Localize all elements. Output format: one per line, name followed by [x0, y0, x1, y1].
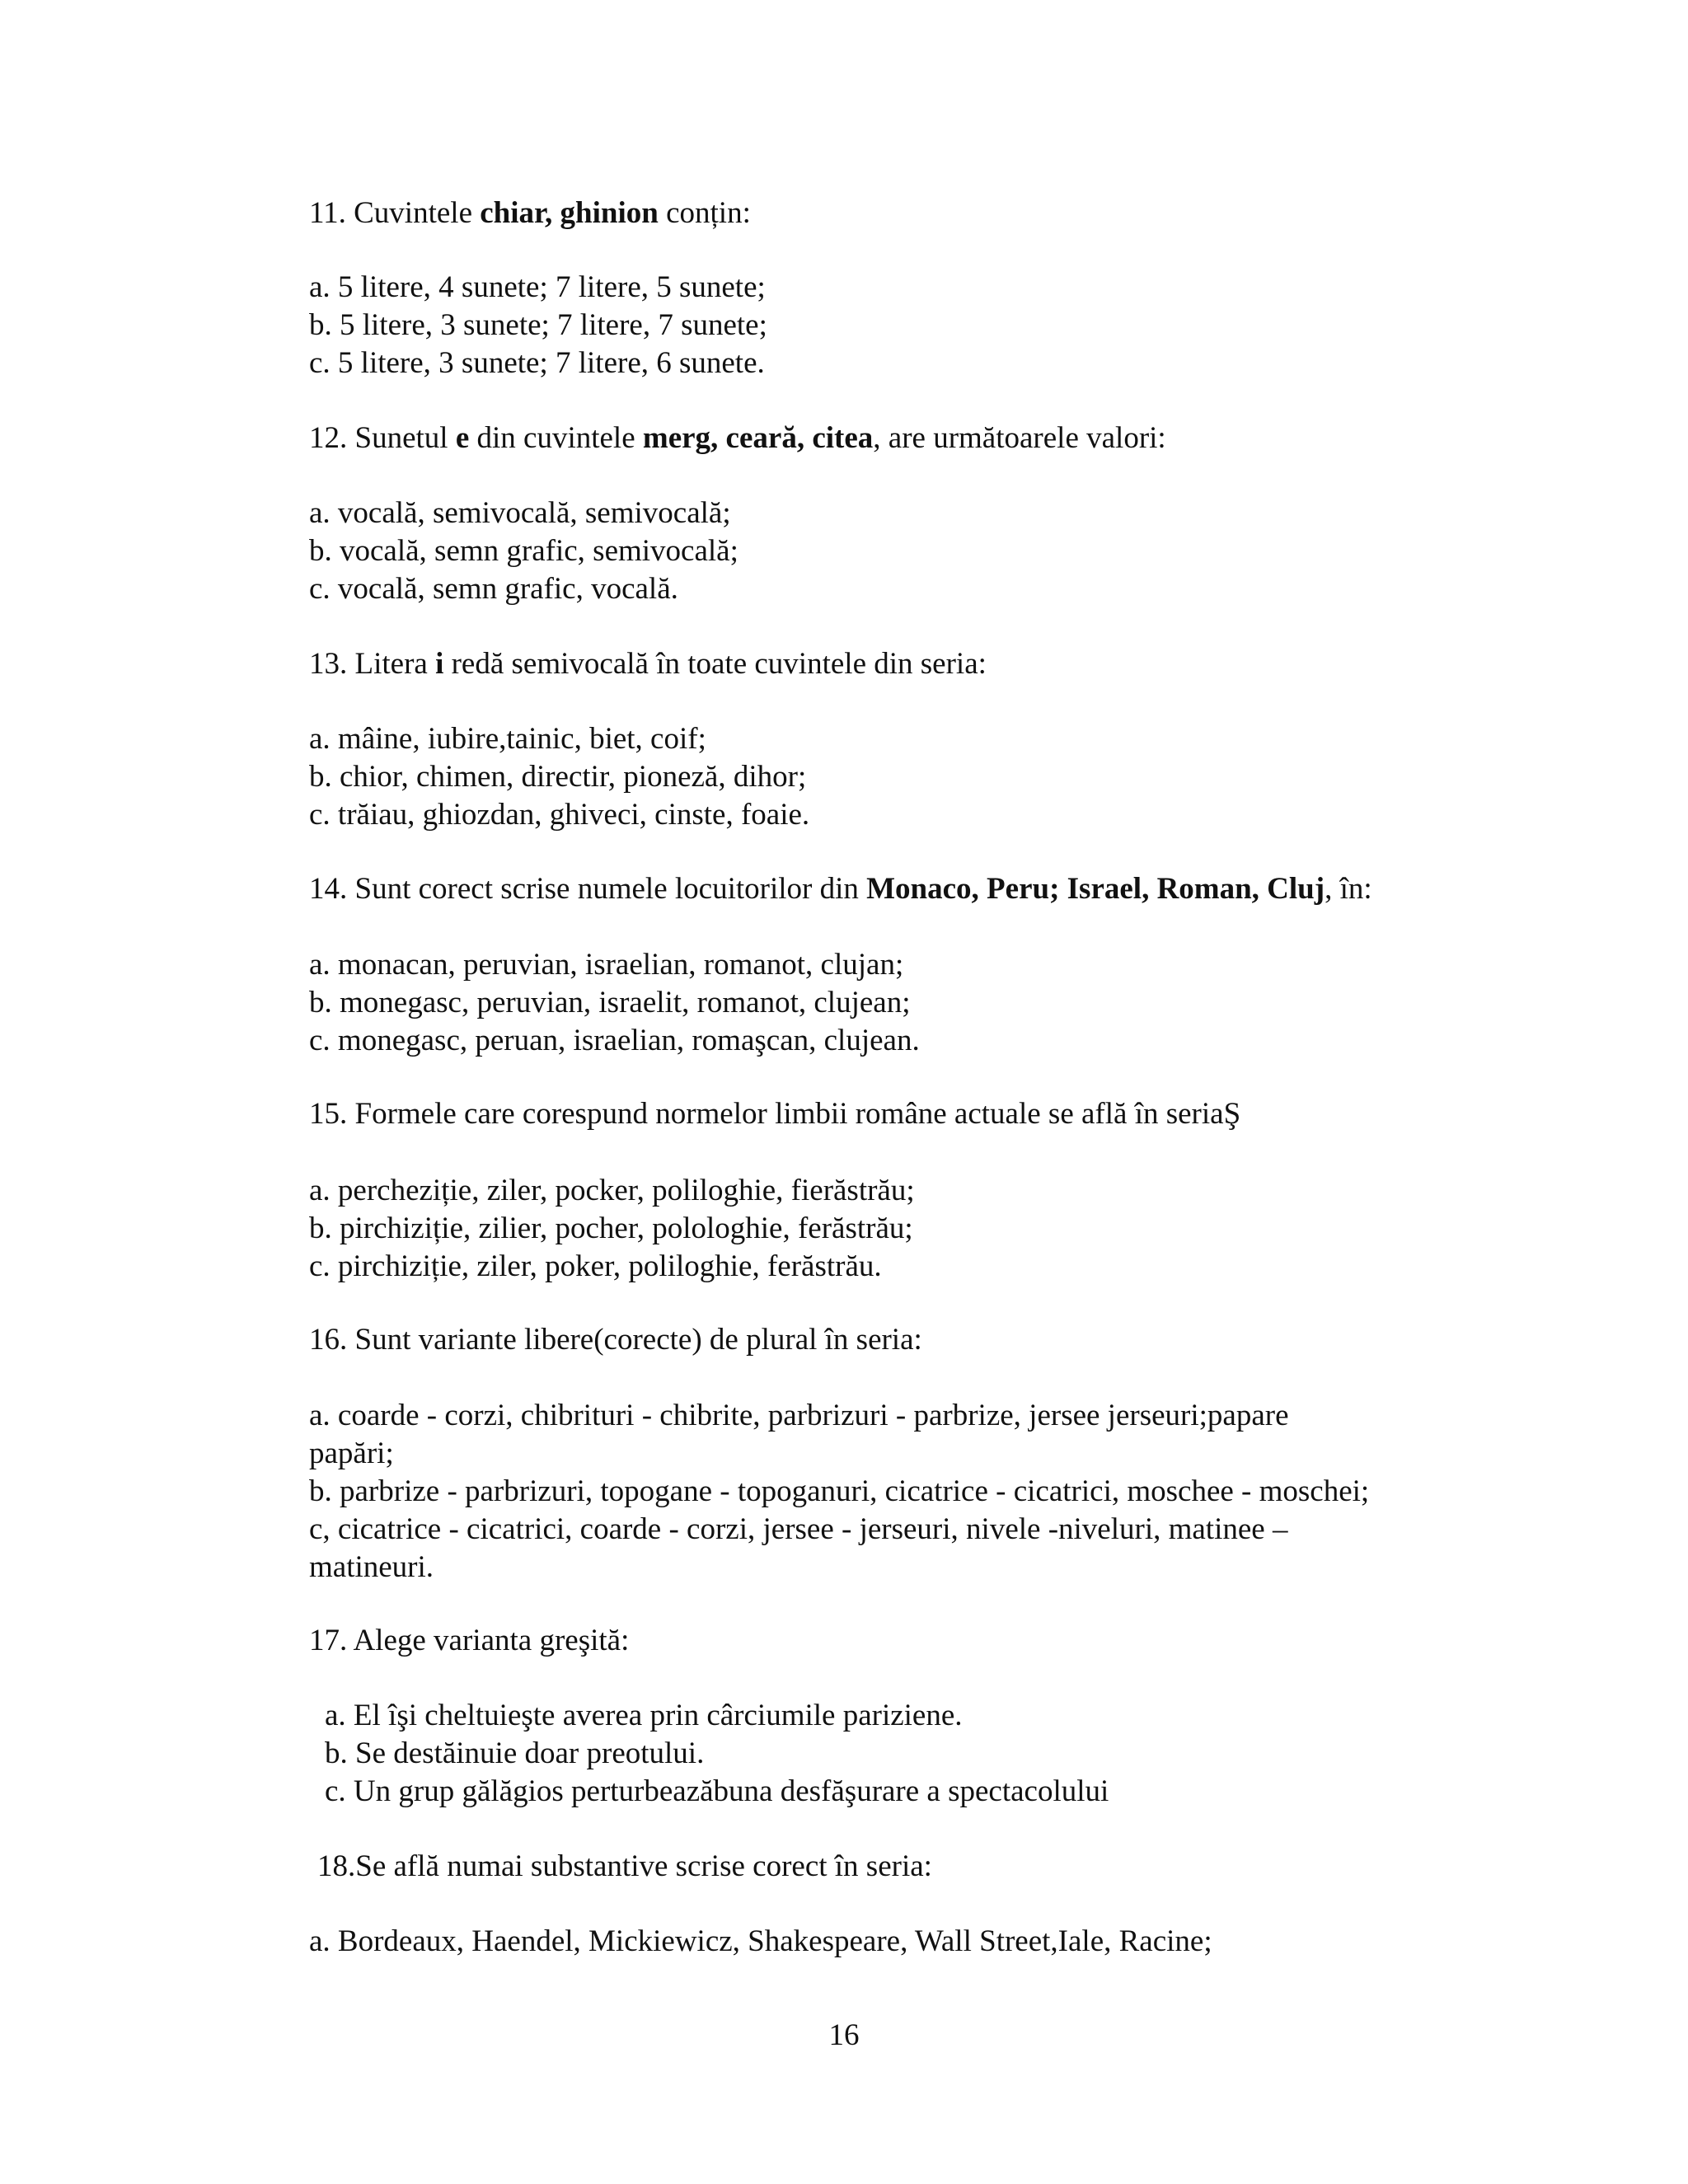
stem-bold-words: merg, ceară, citea [642, 421, 874, 455]
question-17-option-b: b. Se destăinuie doar preotului. [325, 1736, 705, 1770]
question-14-stem [309, 870, 1372, 908]
question-13-option-c: c. trăiau, ghiozdan, ghiveci, cinste, foaie. [309, 798, 810, 832]
question-17-option-a: a. El îşi cheltuieşte averea prin cârciumile pariziene. [325, 1699, 963, 1732]
question-11-option-a: a. 5 litere, 4 sunete; 7 litere, 5 sunete; [309, 270, 766, 304]
question-16-line: a. coarde - corzi, chibrituri - chibrite, parbrizuri - parbrize, jersee jerseuri;papare [309, 1399, 1289, 1432]
question-14-option-c: c. monegasc, peruan, israelian, romaşcan, clujean. [309, 1024, 920, 1057]
question-13-option-b: b. chior, chimen, directir, pioneză, dihor; [309, 760, 807, 794]
stem-text: 12. Sunetul [309, 421, 456, 455]
stem-bold-letter: e [455, 421, 470, 455]
question-18-stem: 18.Se află numai substantive scrise corect în seria: [317, 1849, 932, 1883]
question-13-stem [309, 645, 987, 683]
stem-text: , are următoarele valori: [873, 421, 1166, 455]
question-15-stem: 15. Formele care corespund normelor limbii române actuale se află în seriaŞ [309, 1097, 1241, 1131]
question-16-line: matineuri. [309, 1550, 434, 1584]
stem-text: 13. Litera [309, 647, 436, 681]
question-18-option-a: a. Bordeaux, Haendel, Mickiewicz, Shakespeare, Wall Street,Iale, Racine; [309, 1924, 1212, 1958]
question-16-line: b. parbrize - parbrizuri, topogane - topoganuri, cicatrice - cicatrici, moschee - moschei; [309, 1474, 1370, 1508]
question-17-stem: 17. Alege varianta greşită: [309, 1624, 630, 1657]
question-12-option-a: a. vocală, semivocală, semivocală; [309, 496, 731, 530]
question-11-option-c: c. 5 litere, 3 sunete; 7 litere, 6 sunete. [309, 346, 765, 380]
stem-text: 14. Sunt corect scrise numele locuitorilor din [309, 872, 867, 906]
question-16-line: papări; [309, 1436, 394, 1470]
stem-text: redă semivocală în toate cuvintele din seria: [443, 647, 987, 681]
question-14-option-b: b. monegasc, peruvian, israelit, romanot, clujean; [309, 986, 911, 1019]
stem-text: din cuvintele [469, 421, 643, 455]
stem-bold-words: chiar, ghinion [480, 196, 659, 230]
question-15-option-a: a. percheziție, ziler, pocker, poliloghie, fierăstrău; [309, 1174, 915, 1207]
page-number: 16 [828, 2018, 860, 2052]
question-16-stem: 16. Sunt variante libere(corecte) de plural în seria: [309, 1323, 922, 1357]
question-12-option-b: b. vocală, semn grafic, semivocală; [309, 534, 738, 568]
question-13-option-a: a. mâine, iubire,tainic, biet, coif; [309, 722, 706, 756]
question-17-option-c: c. Un grup gălăgios perturbeazăbuna desfăşurare a spectacolului [325, 1774, 1109, 1808]
stem-text: , în: [1325, 872, 1372, 906]
question-12-option-c: c. vocală, semn grafic, vocală. [309, 572, 678, 606]
question-14-option-a: a. monacan, peruvian, israelian, romanot, clujan; [309, 948, 904, 982]
question-15-option-b: b. pirchiziție, zilier, pocher, polologhie, ferăstrău; [309, 1212, 913, 1245]
stem-bold-words: Monaco, Peru; Israel, Roman, Cluj [866, 872, 1325, 906]
question-12-stem [309, 419, 1166, 457]
stem-bold-letter: i [435, 647, 444, 681]
stem-text: conțin: [658, 196, 751, 230]
question-11-option-b: b. 5 litere, 3 sunete; 7 litere, 7 sunete; [309, 308, 767, 342]
question-11-stem [309, 194, 751, 232]
stem-text: 11. Cuvintele [309, 196, 481, 230]
question-15-option-c: c. pirchiziție, ziler, poker, poliloghie, ferăstrău. [309, 1249, 882, 1283]
question-16-line: c, cicatrice - cicatrici, coarde - corzi, jersee - jerseuri, nivele -niveluri, matinee – [309, 1512, 1288, 1546]
